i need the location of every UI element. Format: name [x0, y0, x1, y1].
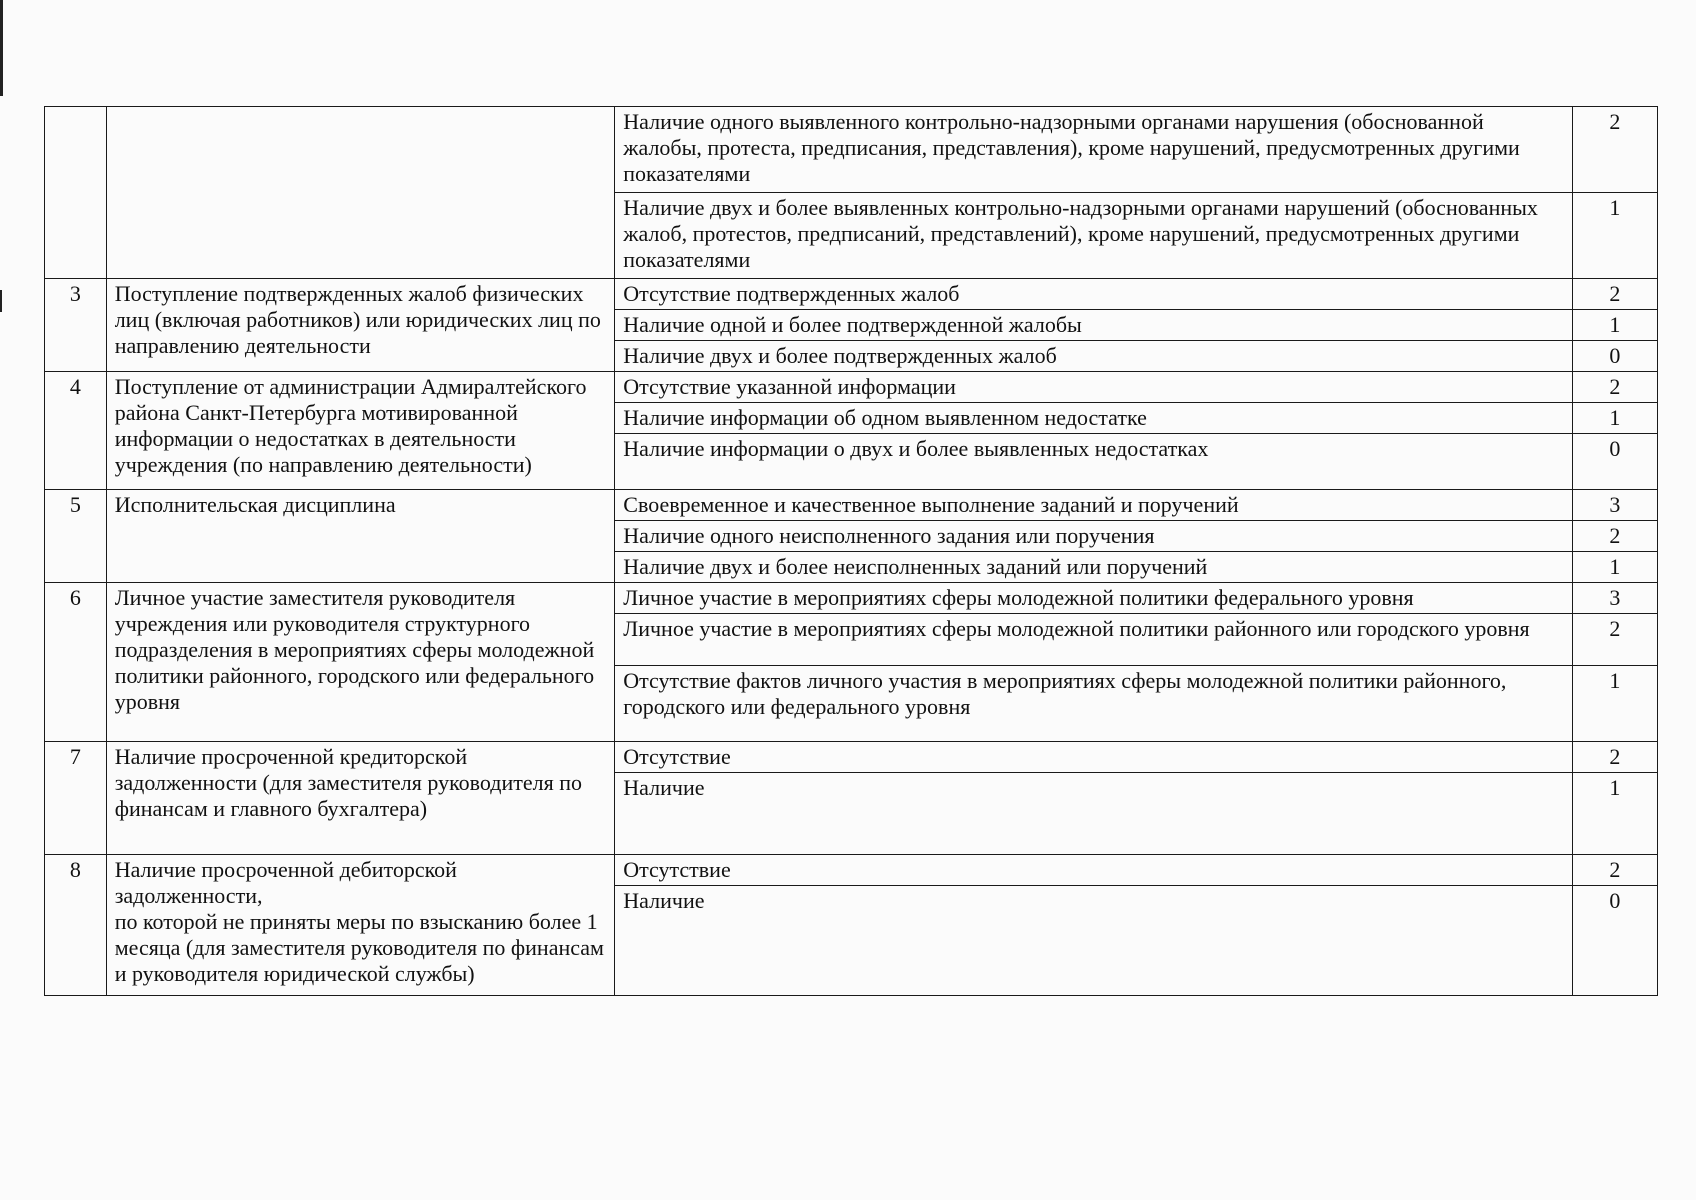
row-number: 3: [45, 279, 107, 372]
criteria-table: [44, 106, 1658, 996]
criterion-text: Наличие информации о двух и более выявленных недостатках: [615, 434, 1573, 490]
criterion-text: Личное участие в мероприятиях сферы молодежной политики федерального уровня: [615, 583, 1573, 614]
criteria-table-body: [45, 107, 1658, 996]
row-number: 8: [45, 855, 107, 996]
criterion-score: 1: [1572, 552, 1657, 583]
criterion-text: Наличие двух и более выявленных контрольно-надзорными органами нарушений (обоснованных жалоб, протестов, предписаний, представлений), кроме нарушений, предусмотренных другими показателями: [615, 193, 1573, 279]
criterion-text: Наличие одного неисполненного задания или поручения: [615, 521, 1573, 552]
criterion-score: 2: [1572, 614, 1657, 666]
criterion-score: 2: [1572, 855, 1657, 886]
criterion-score: 0: [1572, 886, 1657, 996]
row-number: [45, 107, 107, 279]
criterion-text: Отсутствие: [615, 855, 1573, 886]
row-number: 6: [45, 583, 107, 742]
criterion-text: Отсутствие: [615, 742, 1573, 773]
criterion-text: Наличие одной и более подтвержденной жалобы: [615, 310, 1573, 341]
criterion-score: 2: [1572, 107, 1657, 193]
criterion-score: 2: [1572, 279, 1657, 310]
scan-edge-mark: [0, 290, 2, 312]
criterion-text: Личное участие в мероприятиях сферы молодежной политики районного или городского уровня: [615, 614, 1573, 666]
criterion-text: Отсутствие подтвержденных жалоб: [615, 279, 1573, 310]
criterion-score: 1: [1572, 310, 1657, 341]
table-row: [45, 372, 1658, 403]
row-number: 5: [45, 490, 107, 583]
table-row: [45, 855, 1658, 886]
scan-edge-mark: [0, 0, 3, 96]
criterion-text: Наличие одного выявленного контрольно-надзорными органами нарушения (обоснованной жалобы, протеста, предписания, представления), кроме нарушений, предусмотренных другими показателями: [615, 107, 1573, 193]
indicator-name: Поступление от администрации Адмиралтейского района Санкт-Петербурга мотивированной информации о недостатках в деятельности учреждения (по направлению деятельности): [106, 372, 615, 490]
indicator-name: Личное участие заместителя руководителя учреждения или руководителя структурного подразделения в мероприятиях сферы молодежной политики районного, городского или федерального уровня: [106, 583, 615, 742]
criterion-text: Отсутствие указанной информации: [615, 372, 1573, 403]
criterion-score: 0: [1572, 434, 1657, 490]
criterion-text: Наличие: [615, 886, 1573, 996]
table-row: [45, 279, 1658, 310]
criterion-score: 1: [1572, 666, 1657, 742]
criterion-score: 1: [1572, 193, 1657, 279]
indicator-name: Поступление подтвержденных жалоб физических лиц (включая работников) или юридических лиц по направлению деятельности: [106, 279, 615, 372]
table-row: [45, 583, 1658, 614]
table-row: [45, 107, 1658, 193]
criterion-score: 3: [1572, 583, 1657, 614]
criterion-score: 2: [1572, 521, 1657, 552]
criterion-score: 2: [1572, 742, 1657, 773]
criterion-text: Наличие двух и более подтвержденных жалоб: [615, 341, 1573, 372]
row-number: 4: [45, 372, 107, 490]
criterion-text: Наличие информации об одном выявленном недостатке: [615, 403, 1573, 434]
indicator-name: [106, 107, 615, 279]
indicator-name: Наличие просроченной дебиторской задолженности, по которой не приняты меры по взысканию более 1 месяца (для заместителя руководителя по финансам и руководителя юридической службы): [106, 855, 615, 996]
criterion-score: 1: [1572, 773, 1657, 855]
indicator-name: Наличие просроченной кредиторской задолженности (для заместителя руководителя по финансам и главного бухгалтера): [106, 742, 615, 855]
criterion-score: 3: [1572, 490, 1657, 521]
criterion-text: Наличие: [615, 773, 1573, 855]
table-row: [45, 490, 1658, 521]
table-row: [45, 742, 1658, 773]
criterion-score: 1: [1572, 403, 1657, 434]
row-number: 7: [45, 742, 107, 855]
criterion-text: Своевременное и качественное выполнение заданий и поручений: [615, 490, 1573, 521]
criterion-score: 2: [1572, 372, 1657, 403]
criterion-text: Наличие двух и более неисполненных заданий или поручений: [615, 552, 1573, 583]
criterion-text: Отсутствие фактов личного участия в мероприятиях сферы молодежной политики районного, городского или федерального уровня: [615, 666, 1573, 742]
indicator-name: Исполнительская дисциплина: [106, 490, 615, 583]
criterion-score: 0: [1572, 341, 1657, 372]
